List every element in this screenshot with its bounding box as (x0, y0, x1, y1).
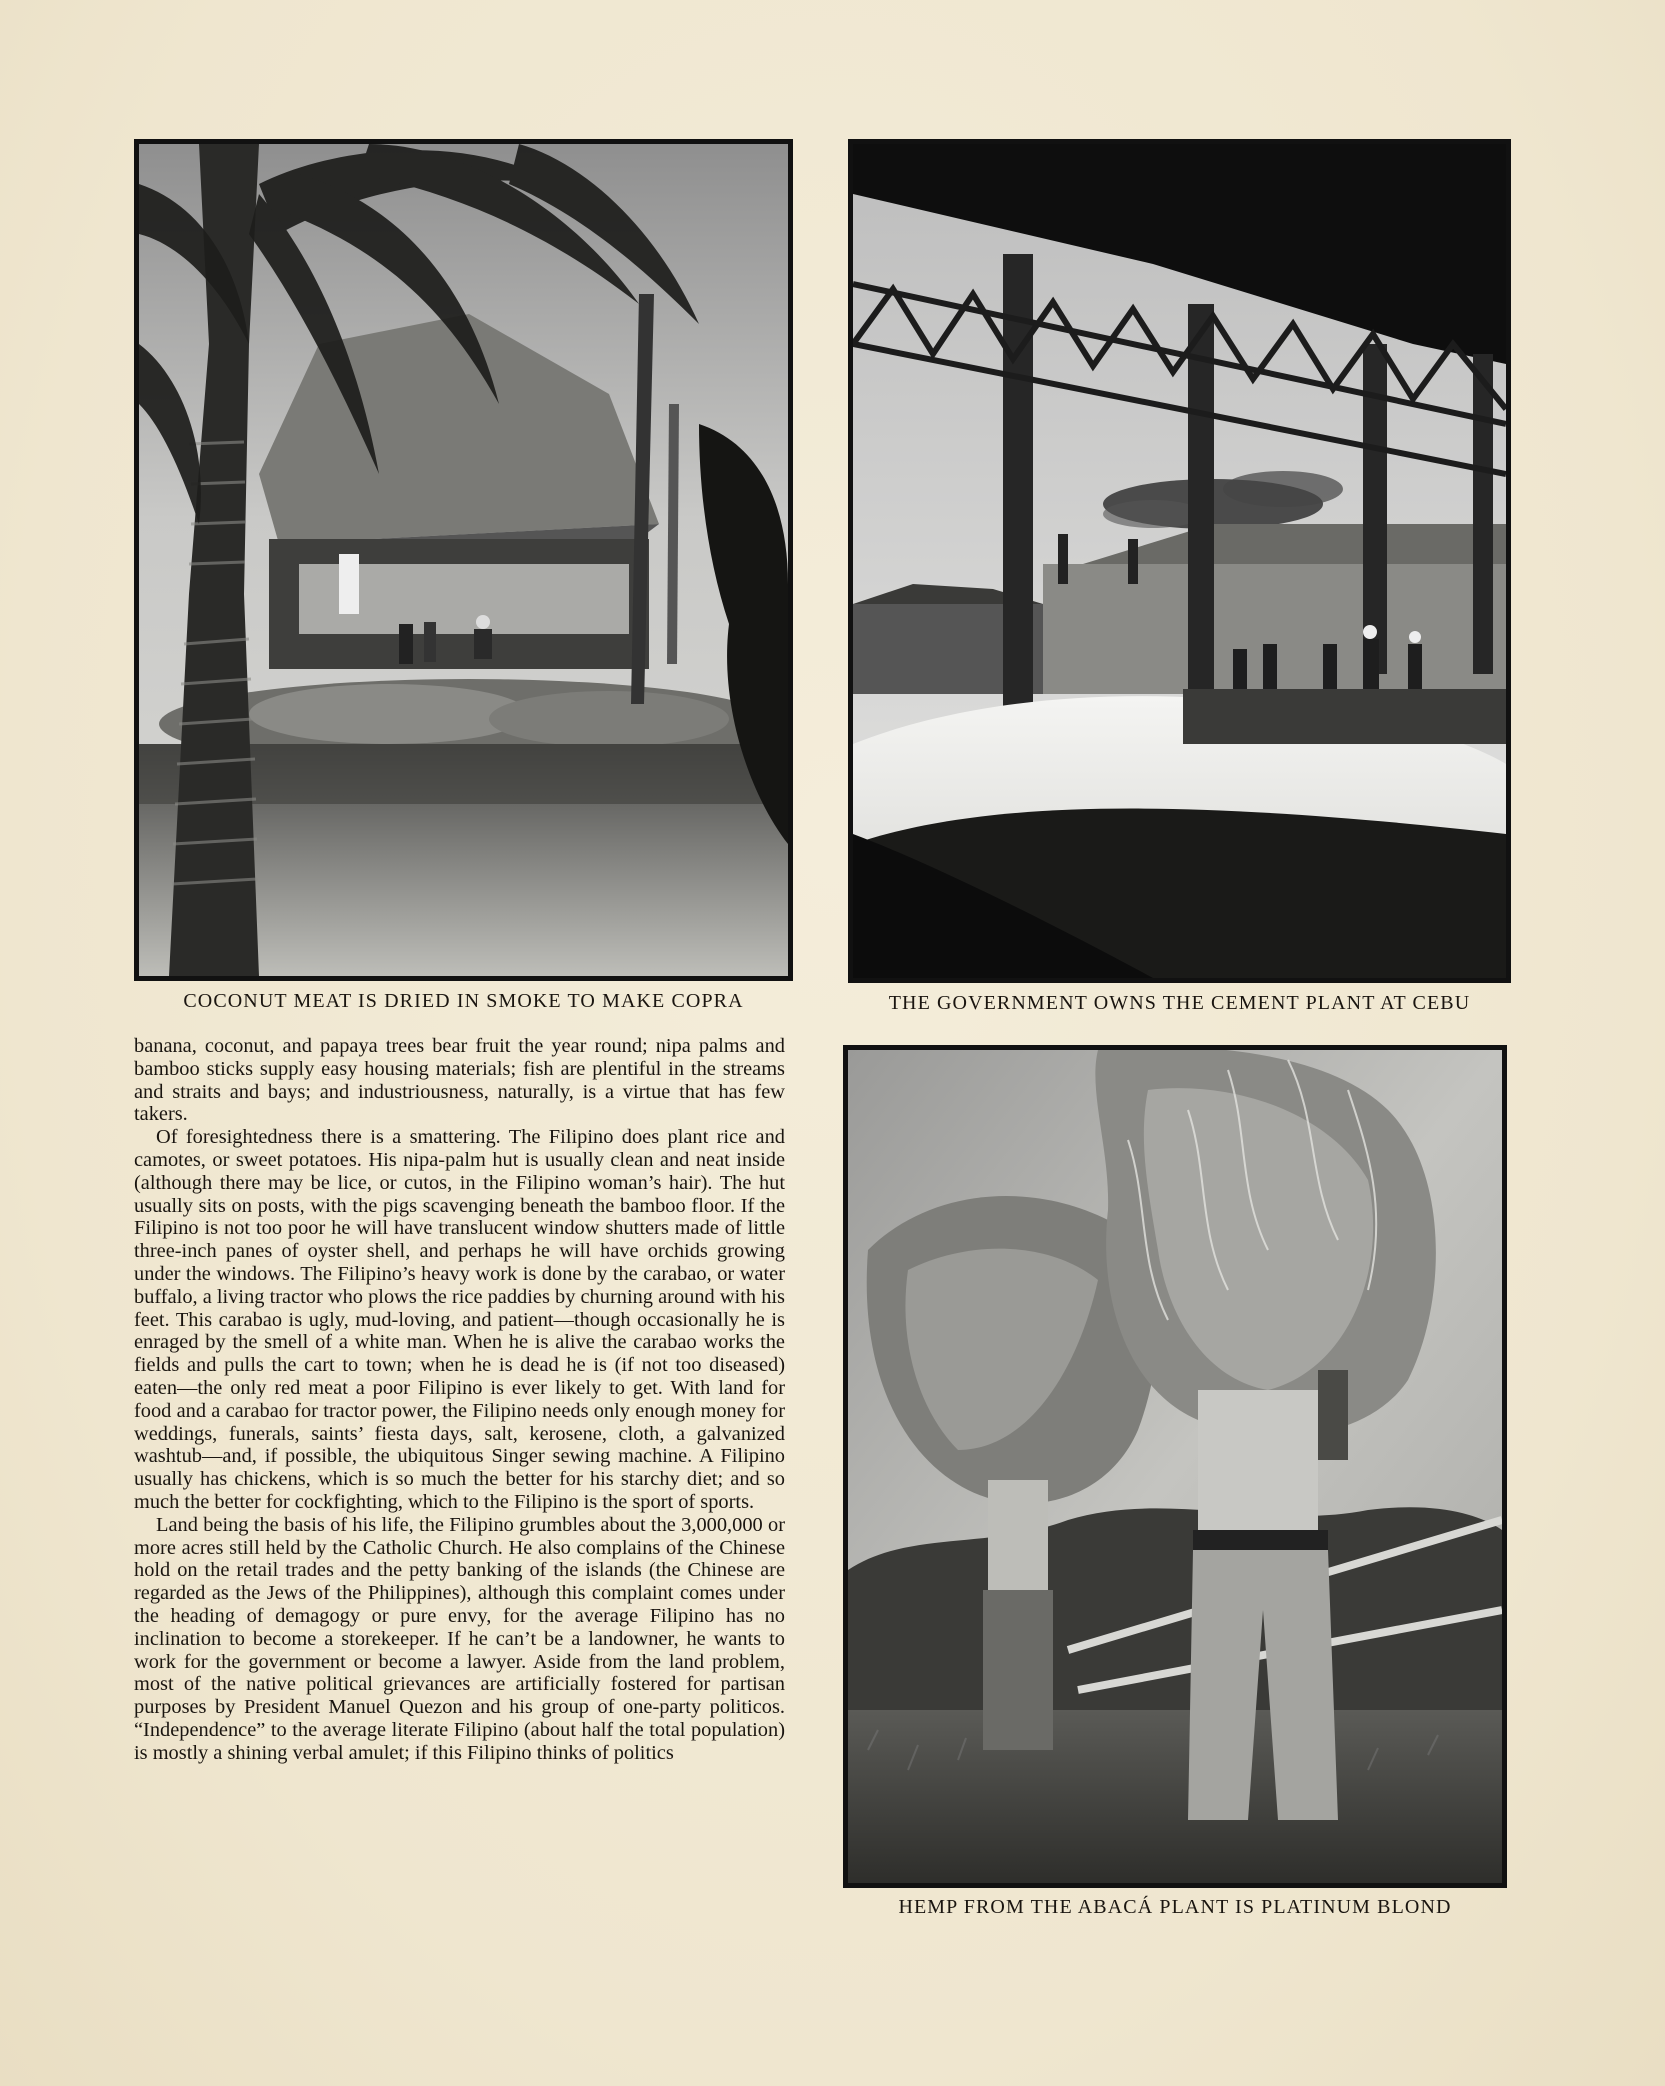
hemp-carriers-photo-icon (848, 1050, 1502, 1883)
cement-plant-photo-icon (853, 144, 1506, 978)
cement-photo (848, 139, 1511, 983)
article-paragraph: Of foresightedness there is a smattering. The Filipino does plant rice and camotes, or sweet potatoes. His nipa-palm hut is usually clean and neat inside (although there may be lice, or cutos, in the Filipino woman’s hair). The hut usually sits on posts, with the pigs scavenging beneath the bamboo floor. If the Filipino is not too poor he will have translucent window shutters made of little three-inch panes of oyster shell, and perhaps he will have orchids growing under the windows. The Filipino’s heavy work is done by the carabao, or water buffalo, a living tractor who plows the rice paddies by churning around with his feet. This carabao is ugly, mud-loving, and patient—though occasionally he is enraged by the smell of a white man. When he is alive the carabao works the fields and pulls the cart to town; when he is dead he is (if not too diseased) eaten—the only red meat a poor Filipino is ever likely to get. With land for food and a carabao for tractor power, the Filipino needs only enough money for weddings, funerals, saints’ fiesta days, salt, kerosene, cloth, a galvanized washtub—and, if possible, the ubiquitous Singer sewing machine. A Filipino usually has chickens, which is so much the better for his starchy diet; and so much the better for cockfighting, which to the Filipino is the sport of sports. (134, 1126, 785, 1513)
article-paragraph: banana, coconut, and papaya trees bear fruit the year round; nipa palms and bamboo sticks supply easy housing materials; fish are plentiful in the streams and straits and bays; and industriousness, naturally, is a virtue that has few takers. (134, 1035, 785, 1126)
copra-photo (134, 139, 793, 981)
copra-caption: COCONUT MEAT IS DRIED IN SMOKE TO MAKE COPRA (183, 990, 744, 1012)
coconut-palm-hut-photo-icon (139, 144, 788, 976)
hemp-photo (843, 1045, 1507, 1888)
cement-caption: THE GOVERNMENT OWNS THE CEMENT PLANT AT CEBU (888, 992, 1471, 1014)
article-paragraph: Land being the basis of his life, the Filipino grumbles about the 3,000,000 or more acres still held by the Catholic Church. He also complains of the Chinese hold on the retail trades and the petty banking of the islands (the Chinese are regarded as the Jews of the Philippines), although this complaint comes under the heading of demagogy or pure envy, for the average Filipino has no inclination to become a storekeeper. If he can’t be a landowner, he wants to work for the government or become a lawyer. Aside from the land problem, most of the native political grievances are artificially fostered for partisan purposes by President Manuel Quezon and his group of one-party politicos. “Independence” to the average literate Filipino (about half the total population) is mostly a shining verbal amulet; if this Filipino thinks of politics (134, 1513, 785, 1764)
hemp-caption: HEMP FROM THE ABACÁ PLANT IS PLATINUM BLOND (898, 1896, 1452, 1918)
article-body (134, 1035, 785, 1765)
